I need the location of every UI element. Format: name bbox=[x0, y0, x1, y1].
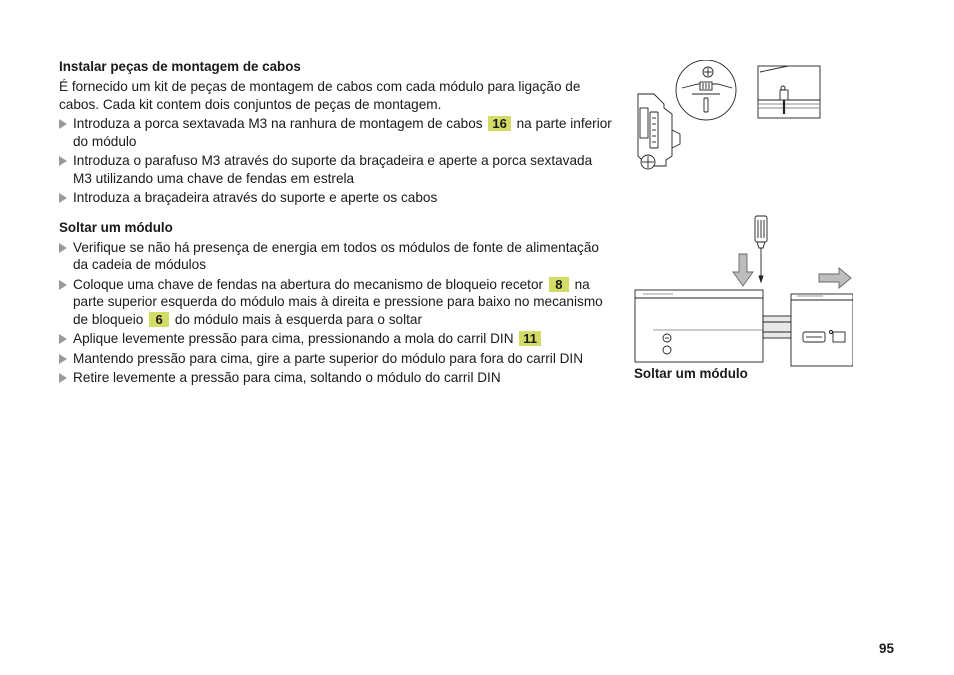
cable-mount-illustration bbox=[628, 60, 824, 180]
section-release bbox=[59, 219, 614, 387]
release-steps bbox=[59, 239, 614, 387]
reference-badge: 11 bbox=[519, 331, 541, 346]
section-heading-install: Instalar peças de montagem de cabos bbox=[59, 59, 301, 74]
step-text: na parte inferior do módulo bbox=[73, 116, 612, 149]
step-text: Mantendo pressão para cima, gire a parte superior do módulo para fora do carril DIN bbox=[73, 350, 584, 366]
step-text: Introduza a porca sextavada M3 na ranhura de montagem de cabos bbox=[73, 116, 483, 131]
step-text: Introduza a braçadeira através do suporte e aperte os cabos bbox=[73, 190, 438, 205]
list-item bbox=[59, 330, 614, 348]
step-text: Verifique se não há presença de energia em todos os módulos de fonte de alimentação da cadeia de módulos bbox=[73, 239, 599, 272]
section-intro: É fornecido um kit de peças de montagem de cabos com cada módulo para ligação de cabos. Cada kit contem dois conjuntos de peças de montagem. bbox=[59, 79, 581, 112]
figure-caption: Soltar um módulo bbox=[634, 366, 748, 381]
bullet-arrow-icon bbox=[59, 193, 67, 203]
bullet-arrow-icon bbox=[59, 156, 67, 166]
list-item bbox=[59, 239, 614, 274]
step-text: na parte superior esquerda do módulo mais à direita e pressione para baixo no mecanismo de bloqueio bbox=[73, 276, 603, 327]
list-item bbox=[59, 189, 614, 207]
bullet-arrow-icon bbox=[59, 119, 67, 129]
reference-badge: 16 bbox=[488, 116, 510, 131]
list-item bbox=[59, 369, 614, 387]
step-text: Retire levemente a pressão para cima, soltando o módulo do carril DIN bbox=[73, 370, 501, 385]
step-text: Introduza o parafuso M3 através do suporte da braçadeira e aperte a porca sextavada M3 utilizando uma chave de fendas em estrela bbox=[73, 153, 593, 186]
step-text: Coloque uma chave de fendas na abertura do mecanismo de bloqueio recetor bbox=[73, 276, 544, 292]
list-item bbox=[59, 350, 614, 368]
module-release-illustration bbox=[633, 214, 853, 369]
list-item bbox=[59, 115, 614, 150]
bullet-arrow-icon bbox=[59, 243, 67, 253]
install-steps bbox=[59, 115, 614, 207]
bullet-arrow-icon bbox=[59, 280, 67, 290]
bullet-arrow-icon bbox=[59, 354, 67, 364]
bullet-arrow-icon bbox=[59, 334, 67, 344]
step-text: Aplique levemente pressão para cima, pressionando a mola do carril DIN bbox=[73, 331, 514, 346]
text-column bbox=[59, 58, 614, 389]
step-text: do módulo mais à esquerda para o soltar bbox=[174, 311, 422, 327]
section-heading-release: Soltar um módulo bbox=[59, 219, 173, 235]
bullet-arrow-icon bbox=[59, 373, 67, 383]
reference-badge: 6 bbox=[149, 312, 169, 327]
reference-badge: 8 bbox=[549, 277, 569, 292]
page-number: 95 bbox=[879, 641, 894, 656]
list-item bbox=[59, 152, 614, 187]
list-item bbox=[59, 276, 614, 329]
